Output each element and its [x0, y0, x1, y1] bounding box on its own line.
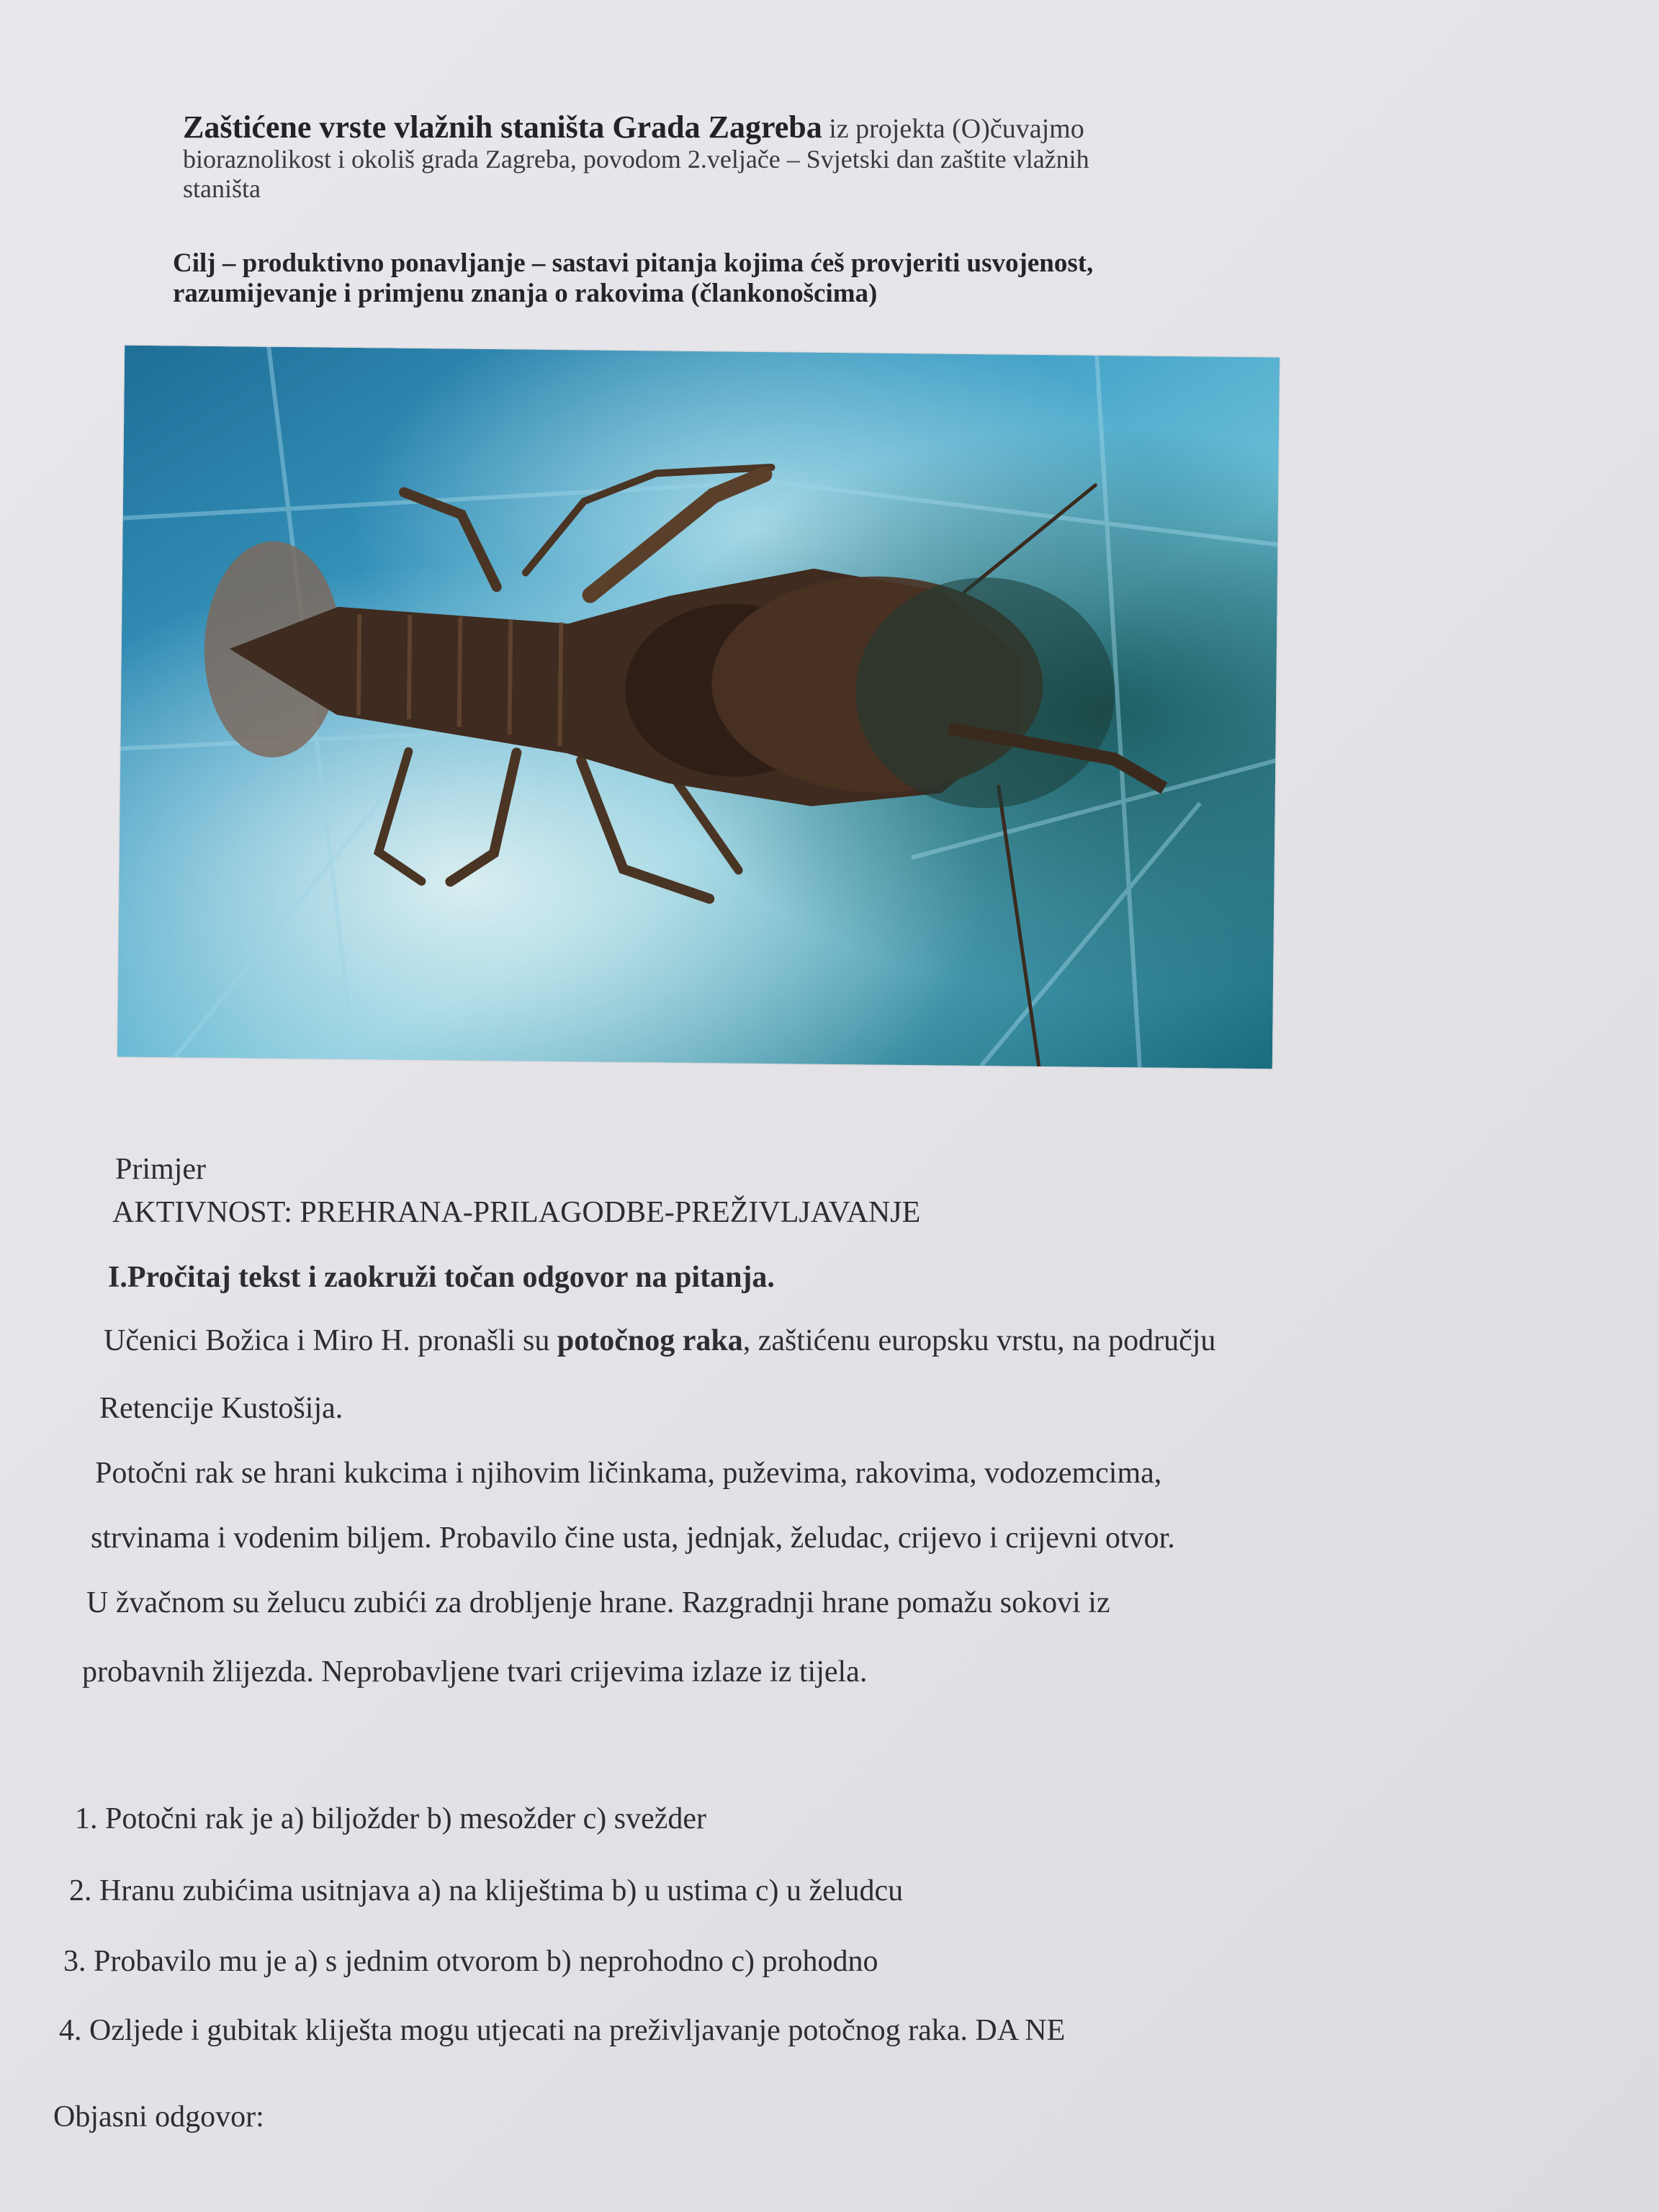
question-4: 4. Ozljede i gubitak kliješta mogu utjecati na preživljavanje potočnog raka. DA NE — [59, 2014, 1066, 2047]
text-line-1-a: Učenici Božica i Miro H. pronašli su — [104, 1324, 557, 1357]
text-line-1 — [104, 1323, 1215, 1358]
goal-line-1: Cilj – produktivno ponavljanje – sastavi pitanja kojima ćeš provjeriti usvojenost, — [173, 248, 1094, 278]
text-line-2: Retencije Kustošija. — [99, 1392, 343, 1425]
example-label: Primjer — [115, 1153, 206, 1186]
text-line-1-bold: potočnog raka — [557, 1324, 743, 1357]
activity-heading: AKTIVNOST: PREHRANA-PRILAGODBE-PREŽIVLJAVANJE — [112, 1196, 921, 1229]
goal — [173, 248, 1455, 309]
question-3: 3. Probavilo mu je a) s jednim otvorom b) neprohodno c) prohodno — [63, 1945, 878, 1978]
header-line-2: bioraznolikost i okoliš grada Zagreba, povodom 2.veljače – Svjetski dan zaštite vlažnih — [183, 145, 1089, 174]
explain-label: Objasni odgovor: — [53, 2100, 264, 2134]
text-line-6: probavnih žlijezda. Neprobavljene tvari crijevima izlaze iz tijela. — [82, 1655, 868, 1689]
goal-line-2: razumijevanje i primjenu znanja o rakovima (člankonošcima) — [173, 279, 878, 309]
text-line-1-b: , zaštićenu europsku vrstu, na području — [742, 1324, 1216, 1357]
text-line-4: strvinama i vodenim biljem. Probavilo čine usta, jednjak, želudac, crijevo i crijevni otvor. — [91, 1521, 1175, 1555]
header-line-1 — [183, 109, 1450, 145]
question-2: 2. Hranu zubićima usitnjava a) na kliještima b) u ustima c) u želudcu — [69, 1874, 904, 1907]
task-instruction: I.Pročitaj tekst i zaokruži točan odgovor na pitanja. — [108, 1261, 775, 1294]
header — [183, 109, 1450, 203]
crayfish-image — [117, 346, 1280, 1069]
header-line-3: staništa — [183, 174, 261, 203]
text-line-3: Potočni rak se hrani kukcima i njihovim ličinkama, puževima, rakovima, vodozemcima, — [95, 1457, 1162, 1490]
header-title-rest: iz projekta (O)čuvajmo — [822, 114, 1084, 144]
text-line-5: U žvačnom su želucu zubići za drobljenje hrane. Razgradnji hrane pomažu sokovi iz — [86, 1586, 1110, 1619]
question-1: 1. Potočni rak je a) biljožder b) mesožder c) svežder — [75, 1802, 706, 1835]
header-title-bold: Zaštićene vrste vlažnih staništa Grada Zagreba — [183, 109, 822, 145]
crayfish-photo — [117, 346, 1280, 1069]
